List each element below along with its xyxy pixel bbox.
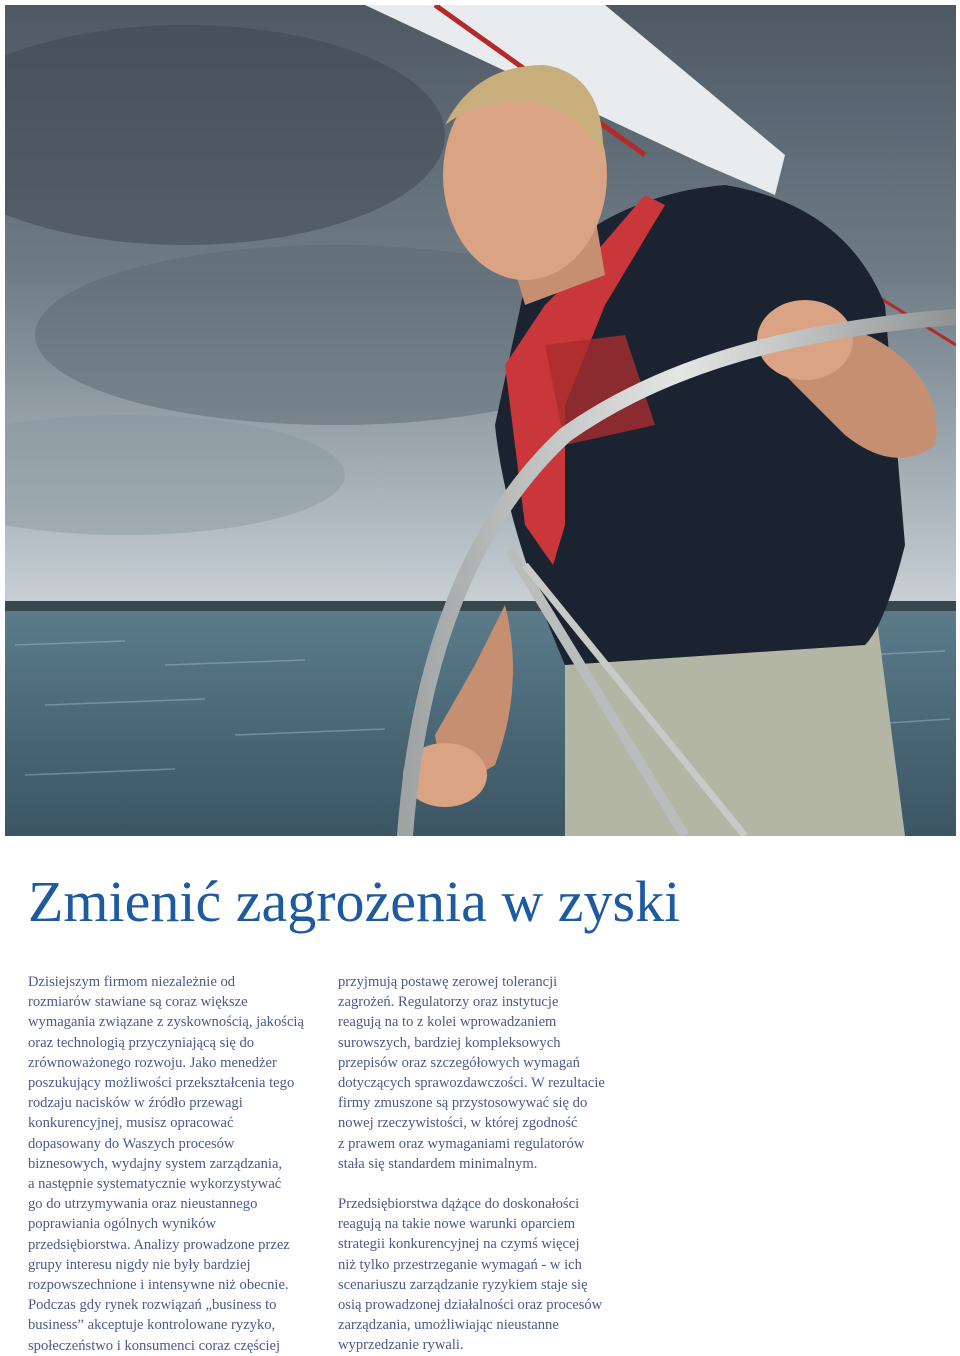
text-line: reagują na to z kolei wprowadzaniem [338, 1014, 557, 1031]
paragraph [338, 1194, 638, 1356]
text-line: a następnie systematycznie wykorzystywać [28, 1176, 282, 1193]
text-line: stała się standardem minimalnym. [338, 1155, 538, 1172]
text-line: rodzaju nacisków w źródło przewagi [28, 1095, 243, 1112]
text-line: poszukujący możliwości przekształcenia tego [28, 1075, 295, 1092]
hero-photo [5, 5, 956, 836]
text-line: z prawem oraz wymaganiami regulatorów [338, 1135, 585, 1152]
text-line: wymagania związane z zyskownością, jakością [28, 1014, 304, 1031]
text-line: strategii konkurencyjnej na czymś więcej [338, 1236, 580, 1253]
text-line: business” akceptuje kontrolowane ryzyko, [28, 1317, 276, 1334]
text-line: poprawiania ogólnych wyników [28, 1216, 217, 1233]
text-line: reagują na takie nowe warunki oparciem [338, 1216, 576, 1233]
text-line: konkurencyjnej, musisz opracować [28, 1115, 234, 1132]
text-line: zagrożeń. Regulatorzy oraz instytucje [338, 994, 559, 1011]
paragraph [28, 972, 328, 1356]
text-line: Dzisiejszym firmom niezależnie od [28, 974, 236, 990]
text-line: społeczeństwo i konsumenci coraz częściej [28, 1337, 281, 1354]
text-line: Podczas gdy rynek rozwiązań „business to [28, 1297, 277, 1314]
text-line: rozmiarów stawiane są coraz większe [28, 994, 248, 1011]
text-line: niż tylko przestrzeganie wymagań - w ich [338, 1256, 582, 1273]
text-line: osią prowadzonej działalności oraz procesów [338, 1297, 603, 1314]
text-column-right [338, 972, 638, 1356]
text-line: przyjmują postawę zerowej tolerancji [338, 974, 558, 990]
text-line: przepisów oraz szczegółowych wymagań [338, 1054, 580, 1071]
text-line: dopasowany do Waszych procesów [28, 1135, 235, 1152]
text-line: go do utrzymywania oraz nieustannego [28, 1196, 258, 1213]
text-line: rozpowszechnione i intensywne niż obecnie. [28, 1277, 289, 1294]
text-line: zrównoważonego rozwoju. Jako menedżer [28, 1054, 277, 1071]
text-line: Przedsiębiorstwa dążące do doskonałości [338, 1196, 580, 1213]
sailor-at-helm-illustration [5, 5, 956, 836]
text-line: nowej rzeczywistości, w której zgodność [338, 1115, 578, 1132]
text-line: scenariuszu zarządzanie ryzykiem staje się [338, 1276, 588, 1293]
text-line: grupy interesu nigdy nie były bardziej [28, 1256, 251, 1273]
page-title: Zmienić zagrożenia w zyski [28, 869, 681, 934]
text-line: przedsiębiorstwa. Analizy prowadzone przez [28, 1236, 290, 1253]
text-line: oraz technologią przyczyniającą się do [28, 1034, 255, 1051]
paragraph [338, 972, 638, 1174]
text-line: dotyczących sprawozdawczości. W rezultacie [338, 1075, 605, 1092]
text-line: wyprzedzanie rywali. [338, 1337, 464, 1354]
text-column-left [28, 972, 328, 1356]
text-line: biznesowych, wydajny system zarządzania, [28, 1155, 283, 1172]
text-line: zarządzania, umożliwiając nieustanne [338, 1317, 559, 1334]
text-line: firmy zmuszone są przystosowywać się do [338, 1095, 588, 1112]
text-line: surowszych, bardziej kompleksowych [338, 1034, 561, 1051]
